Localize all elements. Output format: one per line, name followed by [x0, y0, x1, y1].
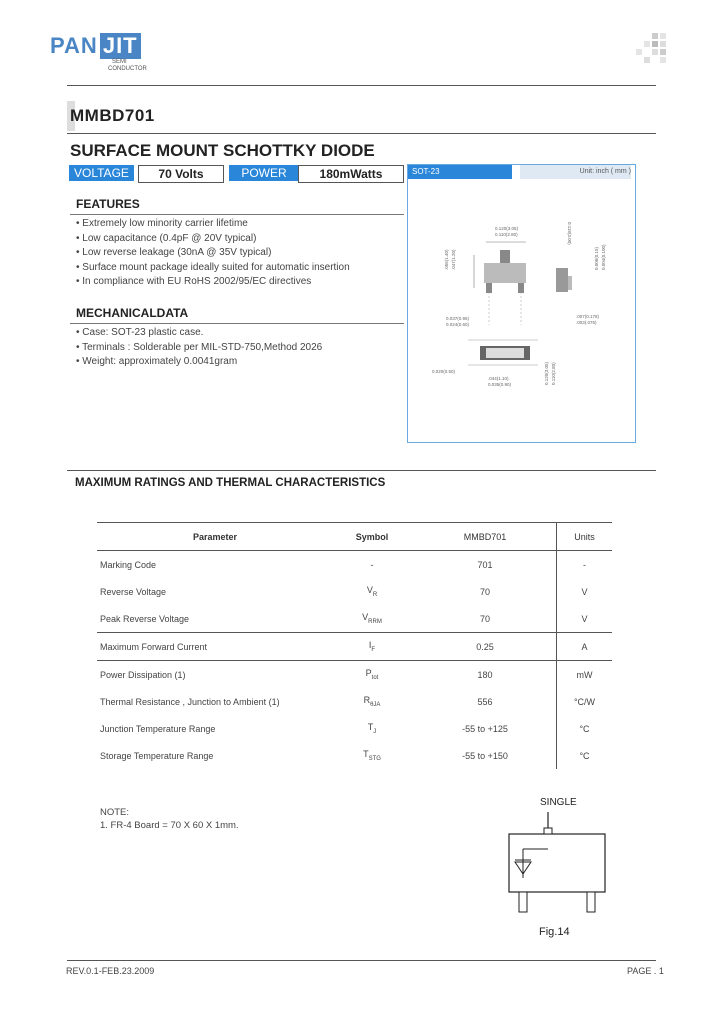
- dim-label: 0.110(2.80): [495, 232, 518, 237]
- feature-item: • Surface mount package ideally suited for automatic insertion: [76, 261, 350, 273]
- unit-cell: -: [557, 551, 613, 579]
- symbol-cell: $P_{tot}$: [330, 661, 414, 689]
- feature-item: • Low capacitance (0.4pF @ 20V typical): [76, 232, 257, 244]
- page-title: SURFACE MOUNT SCHOTTKY DIODE: [70, 141, 375, 160]
- unit-cell: °C/W: [557, 688, 613, 715]
- decor-mosaic-icon: [636, 33, 670, 63]
- dim-label: .003(.076): [576, 320, 597, 325]
- revision-label: REV.0.1-FEB.23.2009: [66, 966, 155, 976]
- dim-label: 0.004(0.100): [601, 244, 606, 270]
- ratings-title: MAXIMUM RATINGS AND THERMAL CHARACTERISTICS: [75, 477, 386, 489]
- dim-label: .044(1.10): [488, 376, 509, 381]
- table-row: [97, 578, 612, 605]
- symbol-cell: $V_R$: [366, 585, 378, 598]
- table-row: [97, 661, 612, 689]
- power-label: POWER: [229, 165, 299, 181]
- param-cell: Maximum Forward Current: [97, 633, 330, 661]
- unit-cell: V: [557, 578, 613, 605]
- symbol-cell: $T_{STG}$: [363, 749, 381, 762]
- package-drawing: [407, 164, 636, 443]
- dim-label: 0.037(0.95): [446, 316, 470, 321]
- footer-rule: [67, 960, 656, 961]
- value-cell: 0.25: [414, 633, 557, 661]
- brand-subtitle: [108, 59, 147, 73]
- table-row: [97, 742, 612, 769]
- brand-pan: PAN: [50, 33, 98, 58]
- page-number: PAGE . 1: [627, 966, 664, 976]
- param-cell: Junction Temperature Range: [100, 723, 216, 734]
- features-heading: FEATURES: [70, 197, 404, 215]
- brand-sub-1: SEMI: [112, 59, 127, 65]
- table-header-row: [97, 523, 612, 551]
- power-value: 180mWatts: [298, 165, 404, 183]
- features-list: [76, 217, 350, 290]
- note-heading: NOTE:: [100, 807, 130, 818]
- table-row: [97, 605, 612, 633]
- unit-cell: V: [557, 605, 613, 633]
- dim-label: 0.118(3.00): [567, 222, 572, 245]
- mechanical-item: • Weight: approximately 0.0041gram: [76, 356, 238, 367]
- value-cell: 701: [477, 559, 493, 570]
- dim-label: 0.035(0.90): [488, 382, 512, 387]
- mechanical-item: • Case: SOT-23 plastic case.: [76, 327, 204, 338]
- col-value: MMBD701: [414, 523, 557, 551]
- dim-label: .007(0.178): [576, 314, 600, 319]
- header-rule: [67, 85, 656, 86]
- feature-item: • Extremely low minority carrier lifetime: [76, 218, 248, 229]
- param-cell: Marking Code: [100, 559, 157, 570]
- unit-cell: °C: [557, 715, 613, 742]
- unit-cell: °C: [557, 742, 613, 769]
- value-cell: 556: [477, 696, 493, 707]
- col-symbol: Symbol: [330, 523, 414, 551]
- figure-caption: Fig.14: [539, 926, 570, 938]
- dim-label: .056(1.40): [444, 249, 449, 270]
- ratings-rule: [67, 470, 656, 471]
- package-name: SOT-23: [408, 165, 512, 179]
- mechanical-item: • Terminals : Solderable per MIL-STD-750,Method 2026: [76, 341, 323, 353]
- value-cell: -55 to +150: [462, 750, 508, 761]
- col-parameter: Parameter: [97, 523, 330, 551]
- unit-cell: A: [557, 633, 613, 661]
- voltage-label: VOLTAGE: [69, 165, 134, 181]
- brand-jit: JIT: [100, 33, 141, 59]
- symbol-cell: -: [370, 559, 374, 570]
- diode-schematic-icon: [508, 812, 608, 916]
- symbol-cell: $I_F$: [330, 633, 414, 661]
- dim-label: 0.006(0.15): [594, 246, 599, 270]
- value-cell: 70: [479, 586, 490, 597]
- symbol-cell: $V_{RRM}$: [362, 612, 382, 625]
- config-label: SINGLE: [540, 797, 577, 808]
- table-row: [97, 688, 612, 715]
- part-rule: [67, 133, 656, 134]
- note-line: 1. FR-4 Board = 70 X 60 X 1mm.: [100, 820, 239, 831]
- param-cell: Peak Reverse Voltage: [100, 613, 190, 624]
- mechanical-list: [76, 326, 322, 370]
- feature-item: • Low reverse leakage (30nA @ 35V typical): [76, 247, 272, 258]
- package-unit: Unit: inch ( mm ): [520, 165, 631, 179]
- value-cell: -55 to +125: [462, 723, 508, 734]
- mechanical-heading: MECHANICALDATA: [70, 306, 404, 324]
- symbol-cell: $R_{\theta JA}$: [363, 695, 381, 708]
- dim-label: 0.120(3.05): [544, 361, 549, 385]
- brand-logo: [50, 33, 141, 59]
- dim-label: 0.020(0.50): [432, 369, 456, 374]
- note-block: [100, 806, 239, 832]
- dim-label: 0.024(0.60): [446, 322, 470, 327]
- table-row: [97, 633, 612, 661]
- package-outline-drawing: [408, 180, 635, 442]
- param-cell: Power Dissipation (1): [97, 661, 330, 689]
- feature-item: • In compliance with EU RoHS 2002/95/EC directives: [76, 276, 312, 287]
- dim-label: 0.120(3.05): [495, 226, 519, 231]
- value-cell: 180: [414, 661, 557, 689]
- dim-label: .047(1.20): [451, 249, 456, 270]
- dim-label: 0.110(2.80): [551, 362, 556, 385]
- unit-cell: mW: [557, 661, 613, 689]
- param-cell: Reverse Voltage: [100, 586, 167, 597]
- table-row: [97, 715, 612, 742]
- col-units: Units: [557, 523, 613, 551]
- symbol-cell: $T_J$: [367, 722, 377, 735]
- part-number: MMBD701: [70, 106, 155, 125]
- brand-sub-2: CONDUCTOR: [108, 66, 147, 72]
- param-cell: Thermal Resistance , Junction to Ambient (1): [100, 696, 280, 707]
- value-cell: 70: [479, 613, 490, 624]
- voltage-value: 70 Volts: [138, 165, 224, 183]
- ratings-table: [97, 522, 612, 769]
- table-row: [97, 551, 612, 579]
- param-cell: Storage Temperature Range: [100, 750, 214, 761]
